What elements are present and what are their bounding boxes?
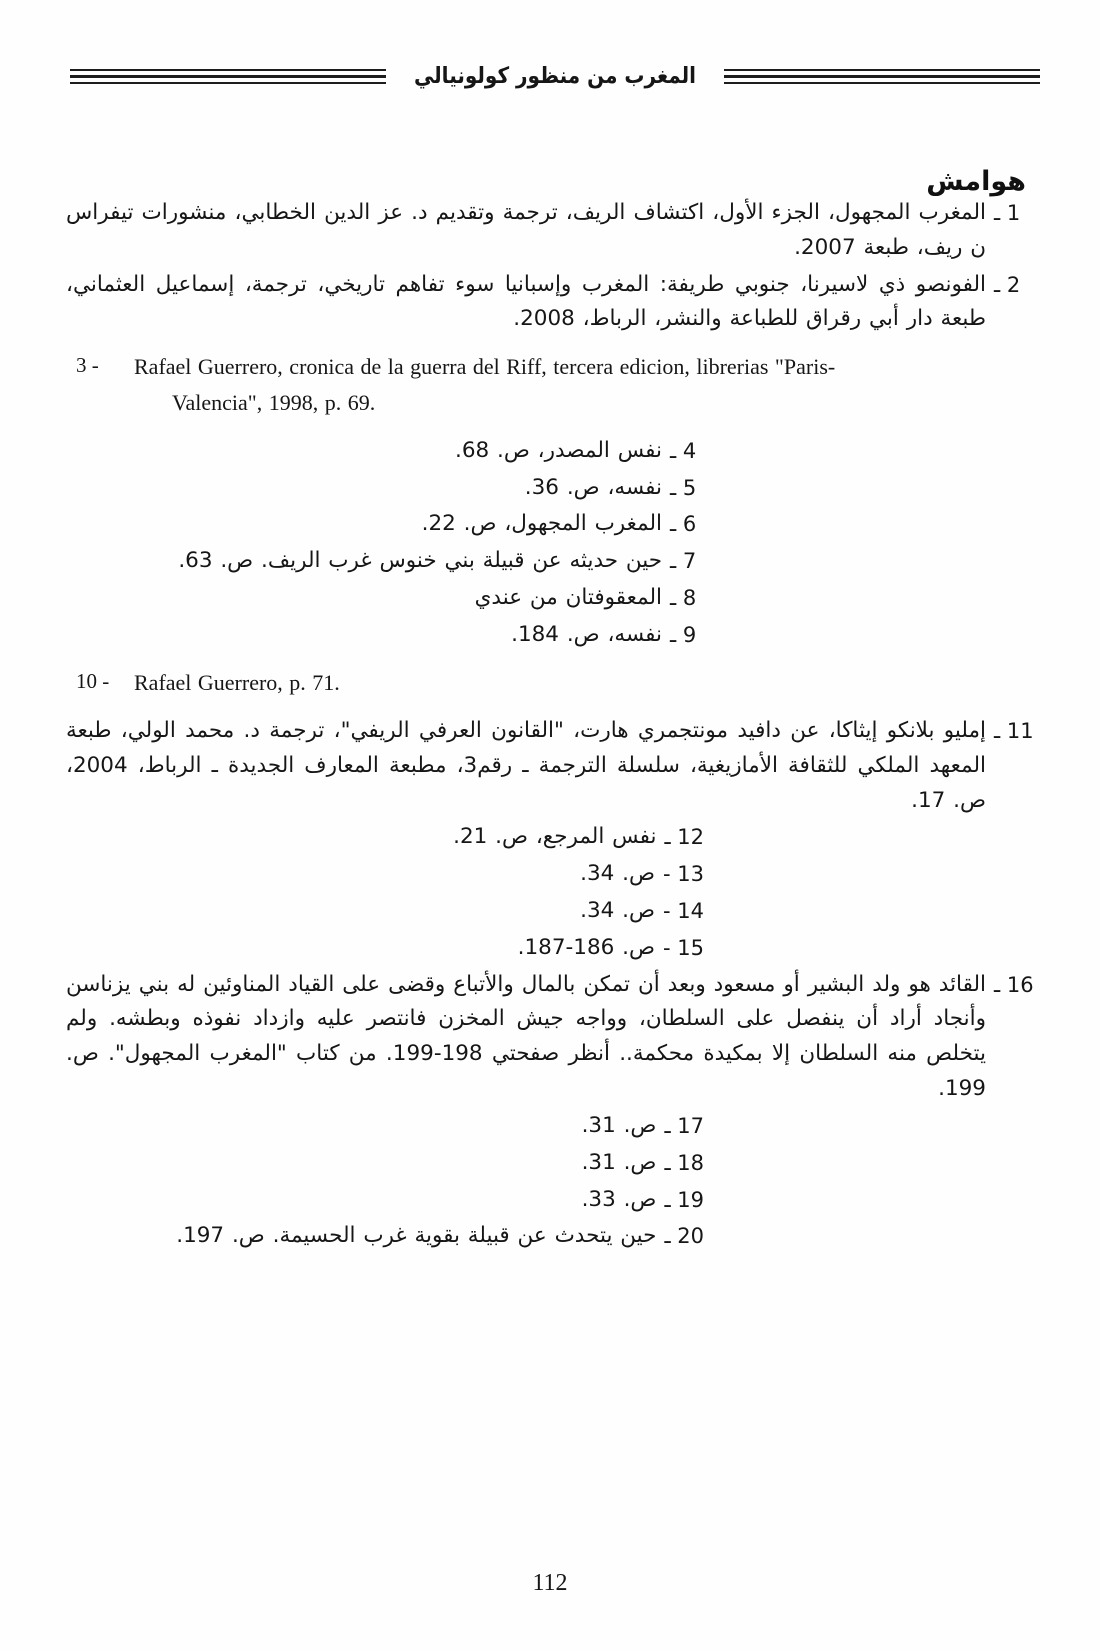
footnote-item [66,581,1034,616]
footnote-number: 17 ـ [664,1113,704,1138]
footnote-text: ص. 34. [580,897,655,923]
footnote-text-continuation: Valencia", 1998, p. 69. [172,389,376,415]
footnote-number: 7 ـ [670,549,697,574]
footnote-number: 4 ـ [670,438,697,463]
header-rule-left [70,67,386,84]
footnote-text: المعقوفتان من عندي [474,585,662,610]
footnote-item [66,665,1034,700]
footnote-text: الفونصو ذي لاسيرنا، جنوبي طريفة: المغرب وإسبانيا سوء تفاهم تاريخي، ترجمة، إسماعيل العثماني، طبعة دار أبي رقراق للطباعة والنشر، الرباط، 2008. [66,271,986,332]
footnote-text: نفسه، ص. 36. [524,474,662,500]
footnote-number: 6 ـ [670,512,697,537]
footnote-item [66,857,1034,892]
footnote-text: المغرب المجهول، ص. 22. [421,511,662,537]
footnote-number: 3 - [76,353,99,378]
footnote-number: 14 - [663,898,704,923]
running-header [70,52,1040,98]
footnote-text: حين يتحدث عن قبيلة بقوية غرب الحسيمة. ص. 197. [176,1223,657,1249]
footnote-text: ص. 31. [581,1112,657,1138]
footnote-item [66,931,1034,966]
footnote-item [66,434,1034,469]
footnote-item [66,196,1034,266]
footnote-item [66,1183,1034,1218]
footnote-number: 11 ـ [994,718,1034,743]
footnote-text: نفس المصدر، ص. 68. [454,437,662,463]
footnote-item [66,1109,1034,1144]
footnote-number: 12 ـ [664,825,704,850]
footnote-text: ص. 31. [581,1149,657,1175]
footnote-number: 16 ـ [994,972,1034,997]
footnote-item [66,349,1034,419]
footnote-number: 15 - [663,935,704,960]
footnote-item [66,894,1034,929]
footnote-text [134,349,964,419]
footnote-item [66,544,1034,579]
footnote-item [66,1219,1034,1254]
footnotes-list [66,196,1034,1256]
footnote-item [66,1146,1034,1181]
footnote-item [66,471,1034,506]
footnote-text-line: Rafael Guerrero, cronica de la guerra del Riff, tercera edicion, librerias "Paris- [134,354,836,380]
footnote-text: المغرب المجهول، الجزء الأول، اكتشاف الريف، ترجمة وتقديم د. عز الدين الخطابي، منشورات تيفراس ن ريف، طبعة 2007. [66,200,986,260]
footnote-item [66,507,1034,542]
footnote-text: ص. 34. [580,861,655,887]
footnote-item [66,714,1034,818]
footnote-number: 18 ـ [664,1150,704,1175]
footnote-item [66,268,1034,338]
footnote-number: 13 - [663,862,704,887]
footnote-item [66,618,1034,653]
page-title: هوامش [926,166,1026,198]
footnote-number: 9 ـ [670,622,697,647]
footnote-text: القائد هو ولد البشير أو مسعود وبعد أن تمكن بالمال والأتباع وقضى على القياد المناوئين له بني يزناسن وأنجاد أراد أن ينفصل على السلطان، وواجه جيش المخزن فانتصر عليه وازداد نفوذه وبطشه. ولم يتخلص منه السلطان إلا بمكيدة محكمة.. أنظر صفحتي 198-199. من كتاب "المغرب المجهول". ص. 199. [66,971,986,1102]
footnote-text: حين حديثه عن قبيلة بني خنوس غرب الريف. ص. 63. [178,548,662,574]
footnote-item [66,968,1034,1107]
footnote-number: 2 ـ [994,272,1021,297]
running-header-title: المغرب من منظور كولونيالي [413,61,697,89]
footnote-number: 19 ـ [664,1187,704,1212]
page-number: 112 [532,1570,568,1596]
footnote-number: 1 ـ [994,201,1021,225]
footnote-text: ص. 186-187. [517,934,655,960]
footnote-text: ص. 33. [581,1186,657,1212]
footnote-text: نفس المرجع، ص. 21. [453,824,657,850]
footnote-number: 20 ـ [664,1224,704,1249]
footnote-text: Rafael Guerrero, p. 71. [134,669,340,695]
footnote-item [66,820,1034,855]
footnote-number: 5 ـ [670,475,697,500]
footnote-number: 10 - [76,668,110,693]
footnote-text: نفسه، ص. 184. [511,621,662,647]
footnote-number: 8 ـ [670,586,697,610]
footnote-text: إمليو بلانكو إيثاكا، عن دافيد مونتجمري هارت، "القانون العرفي الريفي"، ترجمة د. محمد الولي، طبعة المعهد الملكي للثقافة الأمازيغية، سلسلة الترجمة ـ رقم3، مطبعة المعارف الجديدة ـ الرباط، 2004، ص. 17. [66,717,986,813]
header-rule-right [724,67,1040,84]
